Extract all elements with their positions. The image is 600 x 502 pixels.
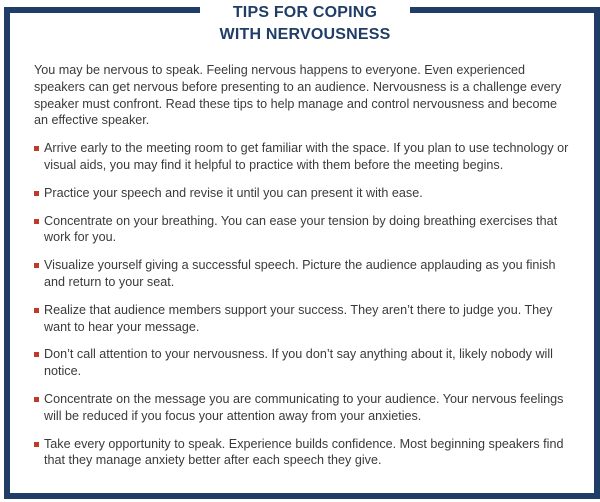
tip-item xyxy=(34,257,574,291)
bullet-square-icon xyxy=(34,263,39,268)
tip-text: Visualize yourself giving a successful speech. Picture the audience applauding as you finish and return to your seat. xyxy=(44,258,556,289)
tip-item xyxy=(34,346,574,380)
tip-text: Realize that audience members support your success. They aren’t there to judge you. They want to hear your message. xyxy=(44,302,553,334)
title-block xyxy=(200,0,410,44)
title-line-1: TIPS FOR COPING xyxy=(232,4,378,21)
tip-text: Don’t call attention to your nervousness. If you don’t say anything about it, likely nobody will notice. xyxy=(44,347,553,379)
bullet-square-icon xyxy=(34,191,39,196)
tip-text: Concentrate on your breathing. You can ease your tension by doing breathing exercises that work for you. xyxy=(44,213,558,245)
bullet-square-icon xyxy=(34,397,39,402)
tip-item xyxy=(34,140,574,174)
intro-paragraph: You may be nervous to speak. Feeling nervous happens to everyone. Even experienced speakers can get nervous before presenting to an audience. Nervousness is a challenge every speaker must confront. Read these tips to help manage and control nervousness and become an effective speaker. xyxy=(34,63,562,128)
tip-item xyxy=(34,436,574,470)
tip-item xyxy=(34,391,574,425)
bullet-square-icon xyxy=(34,308,39,313)
bullet-square-icon xyxy=(34,146,39,151)
bullet-square-icon xyxy=(34,219,39,224)
tip-item xyxy=(34,302,574,336)
tip-text: Concentrate on the message you are communicating to your audience. Your nervous feelings will be reduced if you focus your attention away from your anxieties. xyxy=(44,391,564,423)
bullet-square-icon xyxy=(34,442,39,447)
tip-text: Arrive early to the meeting room to get familiar with the space. If you plan to use technology or visual aids, you may find it helpful to practice with them before the meeting begins. xyxy=(44,141,569,172)
tip-item xyxy=(34,213,574,247)
bullet-square-icon xyxy=(34,352,39,357)
tip-text: Practice your speech and revise it until you can present it with ease. xyxy=(44,185,423,200)
tips-content xyxy=(34,62,574,480)
tip-text: Take every opportunity to speak. Experience builds confidence. Most beginning speakers find that they manage anxiety better after each speech they give. xyxy=(44,436,564,468)
tips-list xyxy=(34,140,574,469)
tip-item xyxy=(34,185,574,202)
title-line-2: WITH NERVOUSNESS xyxy=(219,26,391,43)
